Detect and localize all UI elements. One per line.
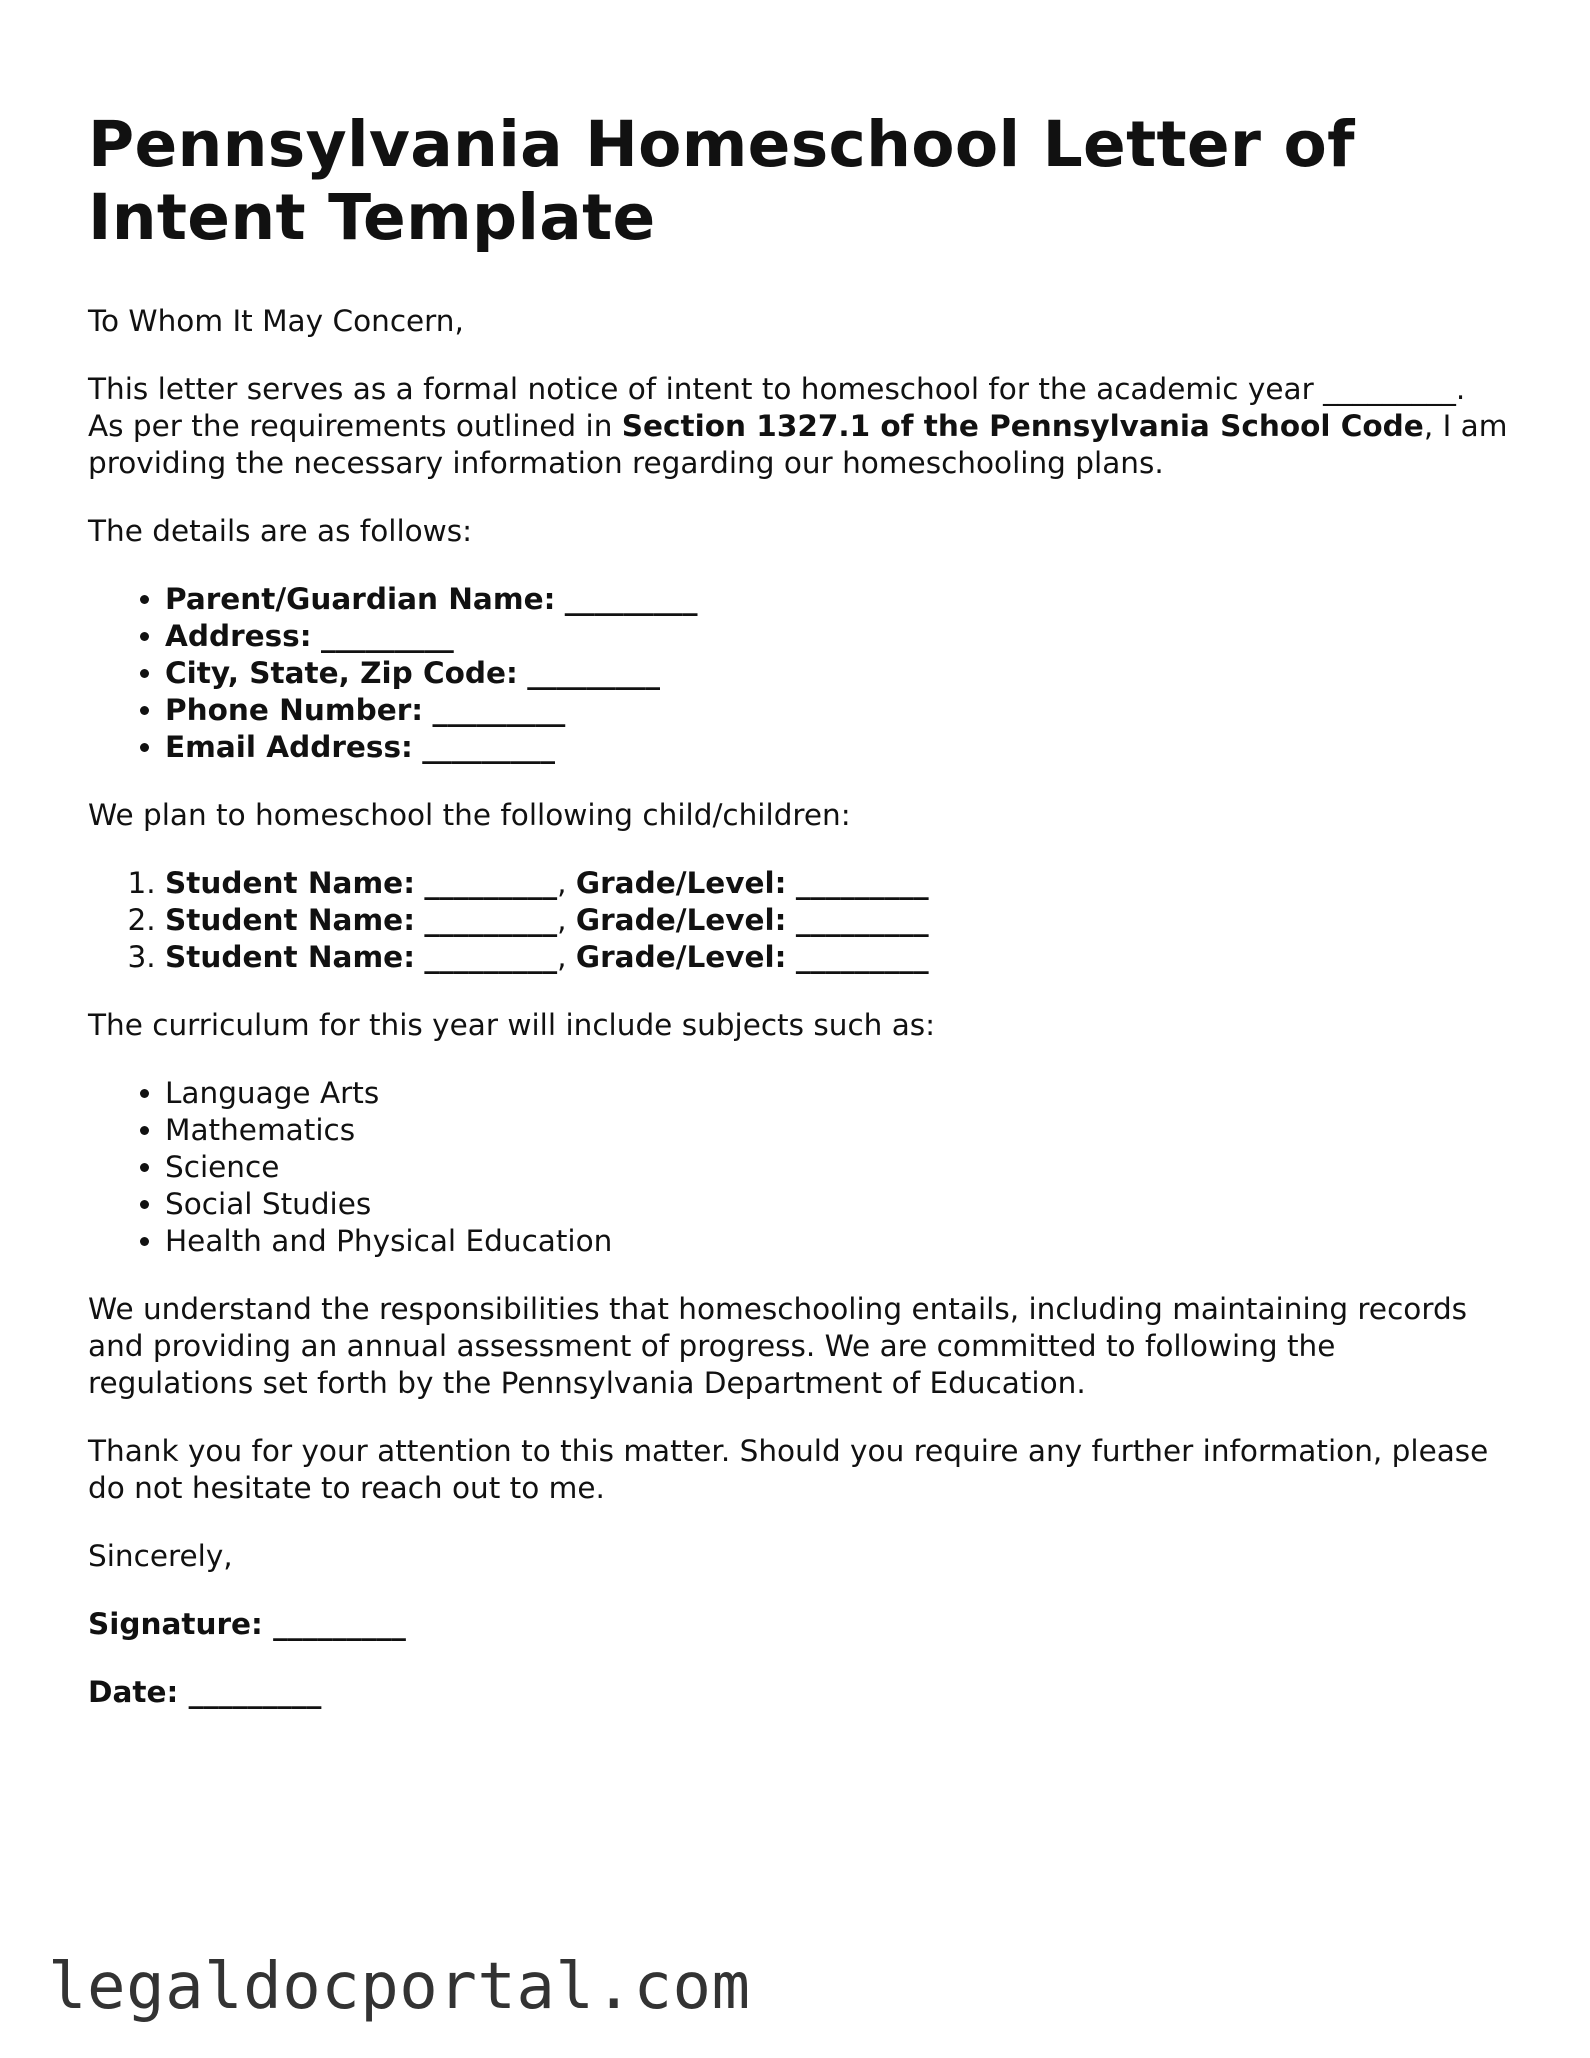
date-blank: _________ <box>188 1675 322 1709</box>
detail-item <box>165 692 1508 729</box>
intro-paragraph <box>88 371 1508 482</box>
student-name-blank: _________ <box>424 903 558 937</box>
detail-label: Address: <box>165 619 312 653</box>
grade-level-blank: _________ <box>795 903 929 937</box>
grade-level-label: Grade/Level: <box>575 866 787 900</box>
detail-item <box>165 655 1508 692</box>
detail-blank: _________ <box>320 619 454 653</box>
intro-text-3: , I am providing the necessary information regarding our homeschooling plans. <box>88 409 1508 480</box>
detail-blank: _________ <box>527 656 660 690</box>
detail-blank: _________ <box>432 693 566 727</box>
student-separator: , <box>557 903 567 937</box>
site-watermark: legaldocportal.com <box>48 1950 751 2024</box>
intro-text-1: This letter serves as a formal notice of intent to homeschool for the academic year <box>88 372 1314 406</box>
date-line <box>88 1674 1508 1711</box>
detail-label: Parent/Guardian Name: <box>165 582 556 616</box>
date-label: Date: <box>88 1675 179 1709</box>
signature-blank: _________ <box>273 1607 406 1641</box>
subject-item: • Mathematics <box>165 1112 1508 1149</box>
children-lead: We plan to homeschool the following child/children: <box>88 798 851 832</box>
student-separator: , <box>557 940 567 974</box>
details-list <box>88 581 1508 766</box>
subjects-list <box>88 1075 1508 1260</box>
student-name-label: Student Name: <box>165 903 415 937</box>
detail-label: Phone Number: <box>165 693 424 727</box>
page-title: Pennsylvania Homeschool Letter of Intent Template <box>88 108 1355 254</box>
detail-label: City, State, Zip Code: <box>165 656 518 690</box>
letter-page <box>88 108 1508 1711</box>
grade-level-label: Grade/Level: <box>575 940 787 974</box>
student-item <box>165 939 1508 976</box>
closing: Sincerely, <box>88 1539 233 1573</box>
subject-item: • Social Studies <box>165 1186 1508 1223</box>
student-name-label: Student Name: <box>165 940 415 974</box>
salutation: To Whom It May Concern, <box>88 304 464 338</box>
detail-item <box>165 618 1508 655</box>
intro-text-2: . As per the requirements outlined in <box>88 372 1466 443</box>
signature-line <box>88 1606 1508 1643</box>
student-item <box>165 865 1508 902</box>
subject-item: • Science <box>165 1149 1508 1186</box>
students-list <box>88 865 1508 976</box>
student-name-blank: _________ <box>424 866 558 900</box>
grade-level-blank: _________ <box>795 866 929 900</box>
responsibility-paragraph: We understand the responsibilities that homeschooling entails, including maintaining records and providing an annual assessment of progress. We are committed to following the regulations set forth by the Pennsylvania Department of Education. <box>88 1292 1468 1400</box>
signature-label: Signature: <box>88 1607 263 1641</box>
detail-blank: _________ <box>422 730 555 764</box>
curriculum-lead: The curriculum for this year will include subjects such as: <box>88 1008 936 1042</box>
academic-year-blank: _________ <box>1323 372 1456 406</box>
subject-item: • Language Arts <box>165 1075 1508 1112</box>
details-lead: The details are as follows: <box>88 514 473 548</box>
detail-blank: _________ <box>564 582 698 616</box>
thanks-paragraph: Thank you for your attention to this matter. Should you require any further information, please do not hesitate to reach out to me. <box>88 1434 1489 1505</box>
subject-item: • Health and Physical Education <box>165 1223 1508 1260</box>
detail-label: Email Address: <box>165 730 413 764</box>
detail-item <box>165 729 1508 766</box>
student-item <box>165 902 1508 939</box>
grade-level-blank: _________ <box>795 940 929 974</box>
student-name-label: Student Name: <box>165 866 415 900</box>
school-code-reference: Section 1327.1 of the Pennsylvania School Code <box>621 409 1424 443</box>
student-name-blank: _________ <box>424 940 558 974</box>
grade-level-label: Grade/Level: <box>575 903 787 937</box>
student-separator: , <box>557 866 567 900</box>
detail-item <box>165 581 1508 618</box>
